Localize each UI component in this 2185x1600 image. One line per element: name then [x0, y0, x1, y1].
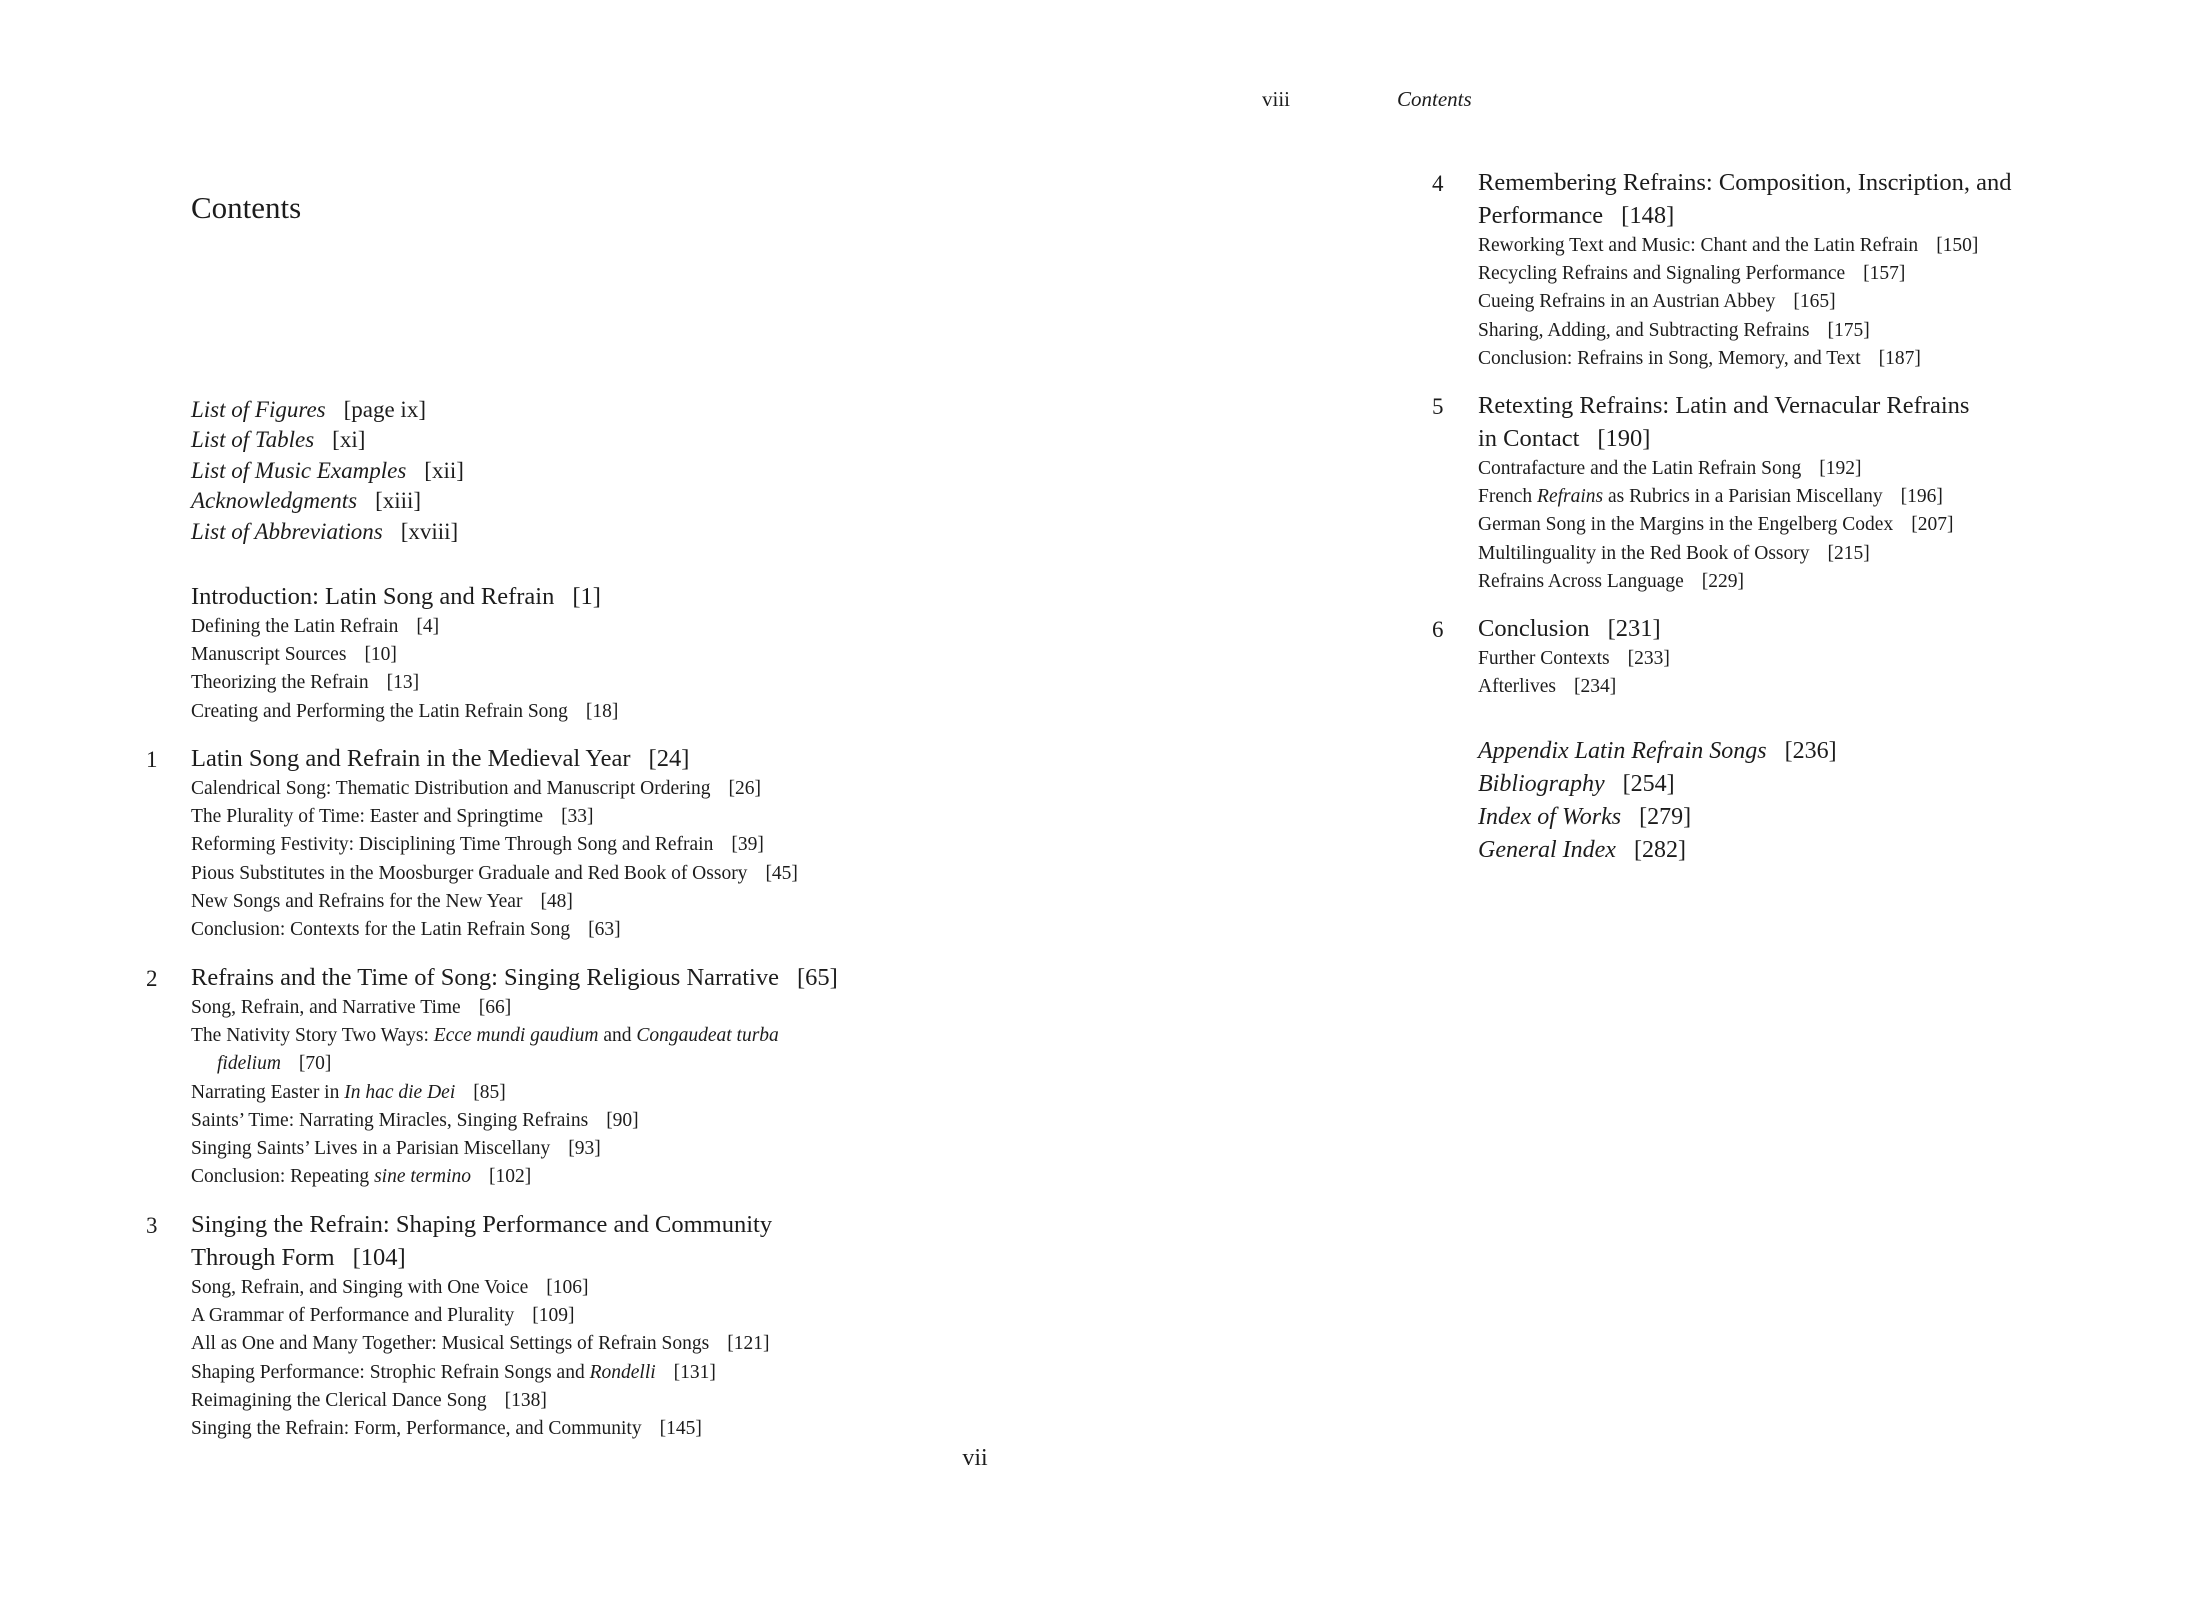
section-page: [175] [1827, 319, 1870, 341]
toc-entry-list-of-tables[interactable] [191, 425, 464, 455]
section-title: Calendrical Song: Thematic Distribution and Manuscript Ordering [191, 778, 711, 799]
entry-label: List of Figures [191, 397, 326, 422]
toc-section[interactable] [1478, 483, 1969, 511]
section-title: Conclusion: Contexts for the Latin Refrain Song [191, 919, 571, 941]
toc-chapter-5[interactable] [1478, 389, 1969, 422]
chapter-4-block [1478, 166, 2011, 373]
toc-section[interactable] [191, 1163, 838, 1191]
work-title: Congaudeat turba [636, 1025, 779, 1047]
entry-page: [xiii] [375, 488, 422, 514]
entry-page: [236] [1784, 738, 1837, 764]
section-title: Manuscript Sources [191, 644, 347, 666]
chapter-number: 5 [1432, 394, 1444, 419]
entry-page: [xi] [332, 427, 366, 453]
entry-label: Appendix Latin Refrain Songs [1478, 738, 1767, 764]
chapter-title: Conclusion [1478, 615, 1590, 642]
section-page: [165] [1793, 291, 1836, 313]
section-title: Afterlives [1478, 676, 1556, 698]
chapter-title: in Contact [1478, 425, 1580, 452]
section-title: Defining the Latin Refrain [191, 616, 399, 637]
toc-section[interactable] [191, 888, 798, 916]
back-matter-list [1478, 735, 1837, 867]
section-title: Refrains Across Language [1478, 570, 1684, 592]
entry-page: [282] [1633, 837, 1686, 863]
section-page: [66] [478, 997, 512, 1018]
latin-phrase: sine termino [374, 1166, 472, 1188]
entry-label: Bibliography [1478, 771, 1605, 797]
section-page: [90] [606, 1109, 639, 1131]
toc-section[interactable] [191, 831, 798, 859]
section-page: [229] [1701, 570, 1745, 592]
entry-page: [xviii] [400, 518, 459, 544]
section-page: [150] [1936, 235, 1979, 256]
section-title: A Grammar of Performance and Plurality [191, 1305, 515, 1327]
section-page: [157] [1863, 263, 1906, 285]
toc-chapter-2[interactable] [191, 961, 838, 994]
section-page: [196] [1900, 486, 1943, 508]
toc-entry-appendix[interactable] [1478, 735, 1837, 768]
entry-page: [279] [1639, 804, 1692, 830]
chapter-number: 6 [1432, 617, 1444, 642]
section-title-joiner: and [598, 1025, 637, 1047]
section-page: [33] [561, 806, 594, 828]
chapter-number: 4 [1432, 171, 1444, 196]
section-title: Sharing, Adding, and Subtracting Refrains [1478, 319, 1810, 341]
chapter-title: Through Form [191, 1244, 335, 1271]
entry-label: Index of Works [1478, 804, 1622, 830]
toc-entry-list-of-figures[interactable] [191, 395, 464, 425]
section-title: Further Contexts [1478, 648, 1610, 669]
toc-section[interactable] [191, 1107, 838, 1135]
section-page: [4] [416, 616, 440, 637]
page-number-viii: viii [1262, 87, 1291, 111]
toc-section[interactable] [191, 1022, 838, 1050]
section-page: [45] [765, 862, 798, 884]
toc-section[interactable] [191, 775, 798, 803]
entry-label: General Index [1478, 837, 1616, 863]
section-page: [233] [1627, 648, 1670, 669]
section-page: [138] [504, 1389, 547, 1411]
section-title: French [1478, 486, 1538, 508]
chapter-6-block [1478, 612, 1670, 701]
entry-page: [xii] [424, 457, 464, 483]
chapter-number: 1 [146, 747, 158, 772]
toc-chapter-3-continuation[interactable] [191, 1241, 772, 1274]
toc-entry-bibliography[interactable] [1478, 768, 1837, 801]
section-title: Cueing Refrains in an Austrian Abbey [1478, 291, 1776, 313]
chapter-page: [190] [1597, 425, 1651, 452]
toc-chapter-4[interactable] [1478, 166, 2011, 199]
toc-chapter-5-continuation[interactable] [1478, 422, 1969, 455]
section-page: [93] [568, 1138, 601, 1160]
section-page: [106] [546, 1277, 589, 1298]
section-title: All as One and Many Together: Musical Settings of Refrain Songs [191, 1333, 710, 1355]
toc-section[interactable] [1478, 455, 1969, 483]
section-page: [70] [298, 1053, 332, 1075]
section-page: [13] [386, 672, 420, 694]
section-title: Conclusion: Refrains in Song, Memory, and Text [1478, 347, 1861, 369]
section-title: Singing the Refrain: Form, Performance, and Community [191, 1418, 642, 1440]
entry-label: Acknowledgments [191, 488, 358, 514]
section-title: Theorizing the Refrain [191, 672, 369, 694]
toc-section[interactable] [191, 1274, 772, 1302]
section-page: [187] [1878, 347, 1921, 369]
toc-section-continuation[interactable] [191, 1050, 838, 1078]
section-page: [18] [585, 700, 619, 722]
chapter-title: Singing the Refrain: Shaping Performance and Community [191, 1211, 773, 1238]
section-title: Saints’ Time: Narrating Miracles, Singing Refrains [191, 1109, 589, 1131]
introduction-block [191, 580, 618, 726]
section-page: [10] [364, 644, 397, 666]
toc-entry-acknowledgments[interactable] [191, 486, 464, 516]
section-page: [207] [1911, 514, 1954, 536]
toc-section[interactable] [191, 641, 618, 669]
section-page: [85] [473, 1081, 506, 1103]
entry-label: List of Music Examples [191, 457, 407, 483]
page-number-vii: vii [962, 1445, 988, 1471]
chapter-number: 3 [146, 1213, 158, 1238]
section-title: Song, Refrain, and Singing with One Voice [191, 1277, 529, 1298]
toc-chapter-3[interactable] [191, 1208, 772, 1241]
toc-section[interactable] [191, 1359, 772, 1387]
toc-section[interactable] [191, 698, 618, 726]
latin-term: Rondelli [589, 1361, 656, 1383]
entry-label: List of Abbreviations [191, 518, 383, 544]
section-title: Creating and Performing the Latin Refrain Song [191, 700, 568, 722]
left-page [0, 0, 1090, 1600]
toc-entry-list-of-music-examples[interactable] [191, 456, 464, 486]
chapter-title: Introduction: Latin Song and Refrain [191, 583, 555, 610]
section-title: New Songs and Refrains for the New Year [191, 890, 523, 912]
entry-label: List of Tables [191, 427, 315, 453]
chapter-title: Latin Song and Refrain in the Medieval Year [191, 745, 631, 772]
work-title: fidelium [217, 1053, 281, 1075]
section-page: [39] [731, 834, 764, 856]
toc-section[interactable] [191, 1135, 838, 1163]
toc-section[interactable] [1478, 673, 1670, 701]
contents-heading: Contents [191, 190, 302, 225]
section-page: [109] [532, 1305, 575, 1327]
section-page: [192] [1819, 458, 1862, 479]
section-page: [63] [588, 919, 621, 941]
section-title: The Nativity Story Two Ways: [191, 1025, 434, 1047]
toc-section[interactable] [1478, 288, 2011, 316]
section-title: German Song in the Margins in the Engelberg Codex [1478, 514, 1894, 536]
work-title: In hac die Dei [344, 1081, 456, 1103]
section-title: Contrafacture and the Latin Refrain Song [1478, 458, 1802, 479]
section-page: [131] [673, 1361, 716, 1383]
french-term: Refrains [1537, 486, 1604, 508]
section-title: Multilinguality in the Red Book of Ossory [1478, 542, 1810, 564]
toc-section[interactable] [191, 1387, 772, 1415]
section-title: The Plurality of Time: Easter and Springtime [191, 806, 544, 828]
section-page: [215] [1827, 542, 1870, 564]
toc-section[interactable] [191, 1302, 772, 1330]
toc-chapter-1[interactable] [191, 742, 798, 775]
section-page: [48] [540, 890, 573, 912]
chapter-page: [65] [796, 964, 838, 991]
toc-section[interactable] [191, 613, 618, 641]
chapter-title: Performance [1478, 202, 1604, 229]
toc-entry-list-of-abbreviations[interactable] [191, 517, 464, 547]
toc-section[interactable] [1478, 645, 1670, 673]
chapter-title: Retexting Refrains: Latin and Vernacular Refrains [1478, 392, 1970, 419]
toc-section[interactable] [191, 1079, 838, 1107]
toc-entry-general-index[interactable] [1478, 834, 1837, 867]
section-title: Song, Refrain, and Narrative Time [191, 997, 461, 1018]
running-head: Contents [1397, 87, 1472, 111]
section-page: [102] [489, 1166, 532, 1188]
toc-section[interactable] [1478, 260, 2011, 288]
toc-entry-index-of-works[interactable] [1478, 801, 1837, 834]
section-title: Singing Saints’ Lives in a Parisian Miscellany [191, 1138, 551, 1160]
section-title: Pious Substitutes in the Moosburger Graduale and Red Book of Ossory [191, 862, 748, 884]
section-title: Reforming Festivity: Disciplining Time Through Song and Refrain [191, 834, 714, 856]
toc-section[interactable] [191, 1330, 772, 1358]
section-title: Conclusion: Repeating [191, 1166, 375, 1188]
section-page: [26] [728, 778, 762, 799]
toc-section[interactable] [191, 803, 798, 831]
toc-section[interactable] [191, 1415, 772, 1443]
toc-section[interactable] [1478, 317, 2011, 345]
chapter-page: [1] [572, 583, 601, 610]
toc-section[interactable] [1478, 511, 1969, 539]
toc-section[interactable] [191, 860, 798, 888]
work-title: Ecce mundi gaudium [433, 1025, 599, 1047]
chapter-title: Remembering Refrains: Composition, Inscription, and [1478, 169, 2012, 196]
section-title: Reimagining the Clerical Dance Song [191, 1389, 487, 1411]
chapter-number: 2 [146, 966, 158, 991]
chapter-1-block [191, 742, 798, 944]
chapter-page: [231] [1607, 615, 1661, 642]
toc-section[interactable] [1478, 232, 2011, 260]
toc-section[interactable] [191, 994, 838, 1022]
section-page: [121] [727, 1333, 770, 1355]
toc-section[interactable] [1478, 345, 2011, 373]
toc-chapter-introduction[interactable] [191, 580, 618, 613]
chapter-title: Refrains and the Time of Song: Singing Religious Narrative [191, 964, 779, 991]
section-title: Reworking Text and Music: Chant and the Latin Refrain [1478, 235, 1919, 256]
toc-chapter-6[interactable] [1478, 612, 1670, 645]
entry-page: [page ix] [343, 397, 426, 422]
chapter-page: [104] [352, 1244, 406, 1271]
entry-page: [254] [1622, 771, 1675, 797]
chapter-page: [148] [1621, 202, 1675, 229]
toc-section[interactable] [191, 916, 798, 944]
section-title: as Rubrics in a Parisian Miscellany [1603, 486, 1883, 508]
toc-section[interactable] [1478, 540, 1969, 568]
chapter-page: [24] [648, 745, 690, 772]
chapter-3-block [191, 1208, 772, 1443]
section-page: [234] [1573, 676, 1617, 698]
section-title: Recycling Refrains and Signaling Performance [1478, 263, 1846, 285]
section-page: [145] [659, 1418, 702, 1440]
chapter-5-block [1478, 389, 1969, 596]
toc-section[interactable] [1478, 568, 1969, 596]
section-title: Narrating Easter in [191, 1081, 345, 1103]
section-title: Shaping Performance: Strophic Refrain Songs and [191, 1361, 590, 1383]
toc-section[interactable] [191, 669, 618, 697]
chapter-2-block [191, 961, 838, 1191]
toc-chapter-4-continuation[interactable] [1478, 199, 2011, 232]
front-matter-list [191, 395, 464, 547]
